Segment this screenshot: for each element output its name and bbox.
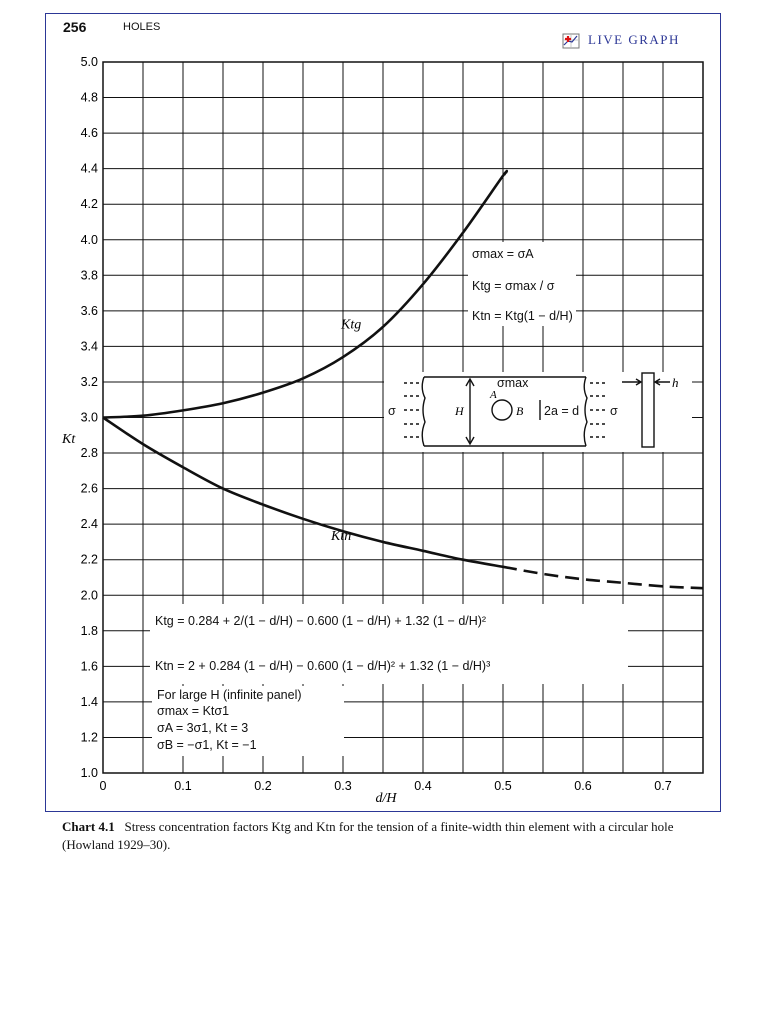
x-tick-label: 0.5	[494, 779, 512, 793]
y-tick-label: 2.4	[80, 517, 98, 532]
y-tick-label: 3.8	[80, 268, 98, 283]
def-sigma-max: σmax = σA	[472, 247, 534, 261]
y-tick-label: 5.0	[80, 55, 98, 69]
large-h-line-1: For large H (infinite panel)	[157, 688, 302, 702]
y-tick-label: 4.6	[80, 126, 98, 141]
formula-ktn: Ktn = 2 + 0.284 (1 − d/H) − 0.600 (1 − d/H)² + 1.32 (1 − d/H)³	[155, 659, 491, 673]
y-tick-label: 1.2	[80, 730, 98, 745]
formula-ktg: Ktg = 0.284 + 2/(1 − d/H) − 0.600 (1 − d/H) + 1.32 (1 − d/H)²	[155, 614, 487, 628]
diagram-label-a: A	[490, 389, 497, 401]
large-h-line-3: σA = 3σ1, Kt = 3	[157, 721, 249, 735]
x-tick-label: 0.7	[654, 779, 672, 793]
caption-text: Stress concentration factors Ktg and Ktn for the tension of a finite-width thin element with a circular hole (Howland 1929–30).	[62, 819, 674, 852]
y-tick-label: 3.2	[80, 374, 98, 389]
y-tick-label: 1.6	[80, 659, 98, 674]
x-tick-label: 0.3	[334, 779, 352, 793]
series-line-ktn-dashed	[503, 567, 703, 588]
diagram-label-2a: 2a = d	[544, 404, 580, 418]
x-tick-label: 0.1	[174, 779, 192, 793]
diagram-label-b: B	[516, 404, 524, 418]
y-tick-label: 4.2	[80, 197, 98, 212]
def-ktn: Ktn = Ktg(1 − d/H)	[472, 309, 573, 323]
y-axis-label: Kt	[62, 432, 76, 447]
y-tick-label: 3.4	[80, 339, 98, 354]
y-tick-label: 3.6	[80, 303, 98, 318]
diagram-label-sigma-left: σ	[388, 404, 396, 418]
y-tick-label: 4.4	[80, 161, 98, 176]
curve-label-ktg: Ktg	[341, 317, 362, 333]
large-h-note	[152, 686, 344, 756]
caption-label: Chart 4.1	[62, 819, 115, 834]
def-ktg: Ktg = σmax / σ	[472, 279, 555, 293]
section-title: HOLES	[123, 21, 161, 33]
y-tick-label: 3.0	[80, 410, 98, 425]
y-tick-label: 4.8	[80, 90, 98, 105]
diagram-label-h-width: H	[455, 404, 464, 418]
y-tick-label: 4.0	[80, 232, 98, 247]
x-tick-label: 0.6	[574, 779, 592, 793]
y-tick-label: 1.4	[80, 694, 98, 709]
y-tick-label: 2.8	[80, 446, 98, 461]
y-tick-label: 2.2	[80, 552, 98, 567]
definitions-block	[468, 242, 576, 326]
diagram-label-h-thickness: h	[672, 375, 679, 390]
x-tick-label: 0	[99, 779, 107, 793]
diagram-label-sigma-right: σ	[610, 404, 618, 418]
x-axis-label: d/H	[375, 791, 397, 806]
large-h-line-2: σmax = Ktσ1	[157, 704, 230, 718]
page-number: 256	[63, 19, 87, 35]
figure-caption	[62, 818, 707, 854]
x-tick-label: 0.2	[254, 779, 272, 793]
live-graph-label: LIVE GRAPH	[588, 32, 680, 47]
large-h-line-4: σB = −σ1, Kt = −1	[157, 738, 257, 752]
y-tick-label: 1.8	[80, 623, 98, 638]
y-tick-label: 1.0	[80, 766, 98, 780]
diagram-label-sigma-max: σmax	[497, 376, 529, 390]
x-tick-label: 0.4	[414, 779, 432, 793]
y-tick-label: 2.0	[80, 588, 98, 603]
specimen-diagram	[384, 372, 692, 452]
y-tick-label: 2.6	[80, 481, 98, 496]
formulas-block	[150, 604, 628, 684]
curve-label-ktn: Ktn	[331, 529, 352, 545]
